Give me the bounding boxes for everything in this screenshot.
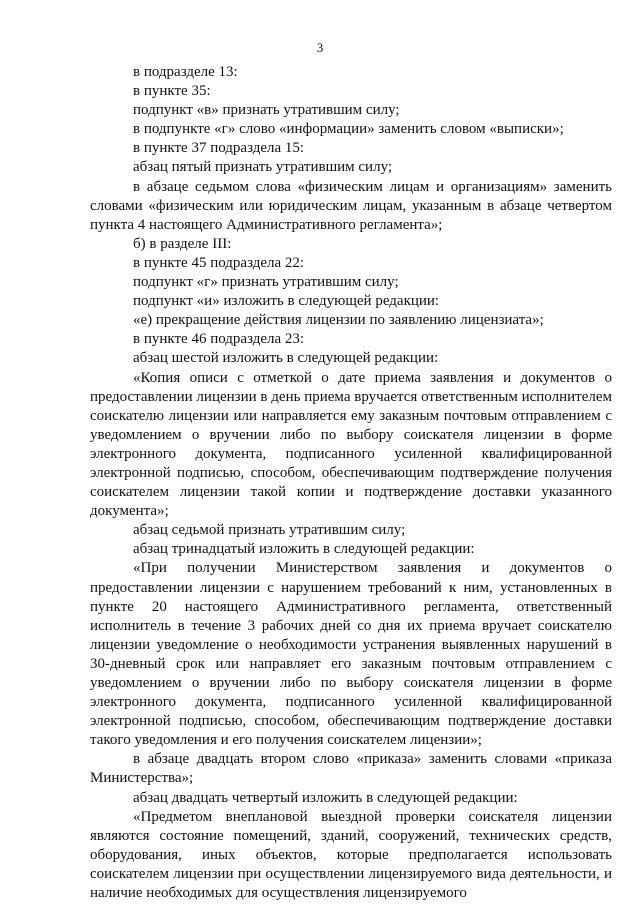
paragraph: в абзаце седьмом слова «физическим лицам и организациям» заменить словами «физическим или юридическим лицам, указанным в абзаце четвертом пункта 4 настоящего Административного регламента»; — [90, 178, 612, 233]
paragraph: подпункт «г» признать утратившим силу; — [133, 274, 399, 291]
paragraph: «Копия описи с отметкой о дате приема заявления и документов о предоставлении лицензии в день приема вручается ответственным исполнителем соискателю лицензии или направляется ему заказным почтовым отправлением с уведомлением о вручении либо по выбору соискателя лицензии в форме электронного документа, подписанного усиленной квалифицированной электронной подписью, способом, обеспечивающим подтверждение получения соискателем лицензии такой копии и подтверждение доставки указанного документа»; — [90, 369, 612, 520]
paragraph: абзац пятый признать утратившим силу; — [133, 159, 393, 176]
paragraph: в пункте 45 подраздела 22: — [133, 254, 305, 271]
paragraph: подпункт «в» признать утратившим силу; — [133, 102, 400, 119]
paragraph: подпункт «и» изложить в следующей редакции: — [133, 293, 440, 310]
paragraph: «При получении Министерством заявления и документов о предоставлении лицензии с нарушением требований к ним, установленных в пункте 20 настоящего Административного регламента, ответственный исполнитель в течение 3 рабочих дней со дня их приема вручает соискателю лицензии уведомление о необходимости устранения выявленных нарушений в 30-дневный срок или направляет его заказным почтовым отправлением с уведомлением о вручении либо по выбору соискателя лицензии в форме электронного документа, подписанного усиленной квалифицированной электронной подписью, способом, обеспечивающим подтверждение доставки такого уведомления и его получения соискателем лицензии»; — [90, 560, 612, 749]
paragraph: в подпункте «г» слово «информации» заменить словом «выписки»; — [133, 121, 564, 138]
paragraph: абзац шестой изложить в следующей редакции: — [133, 350, 439, 367]
paragraph: б) в разделе III: — [133, 235, 232, 252]
paragraph: в пункте 46 подраздела 23: — [133, 331, 305, 348]
paragraph: в пункте 37 подраздела 15: — [133, 140, 305, 157]
paragraph: «Предметом внеплановой выездной проверки соискателя лицензии являются состояние помещений, зданий, сооружений, технических средств, оборудования, иных объектов, которые предполагается использовать соискателем лицензии при осуществлении лицензируемого вида деятельности, и наличие необходимых для осуществления лицензируемого — [90, 808, 612, 902]
document-body — [90, 63, 612, 903]
paragraph: в подразделе 13: — [133, 64, 238, 80]
paragraph: в пункте 35: — [133, 83, 211, 100]
paragraph: в абзаце двадцать втором слово «приказа» заменить словами «приказа Министерства»; — [90, 751, 612, 787]
paragraph: «е) прекращение действия лицензии по заявлению лицензиата»; — [133, 312, 544, 329]
paragraph: абзац тринадцатый изложить в следующей редакции: — [133, 541, 475, 558]
paragraph: абзац двадцать четвертый изложить в следующей редакции: — [133, 789, 518, 806]
page-number: 3 — [316, 40, 324, 55]
paragraph: абзац седьмой признать утратившим силу; — [133, 522, 406, 539]
